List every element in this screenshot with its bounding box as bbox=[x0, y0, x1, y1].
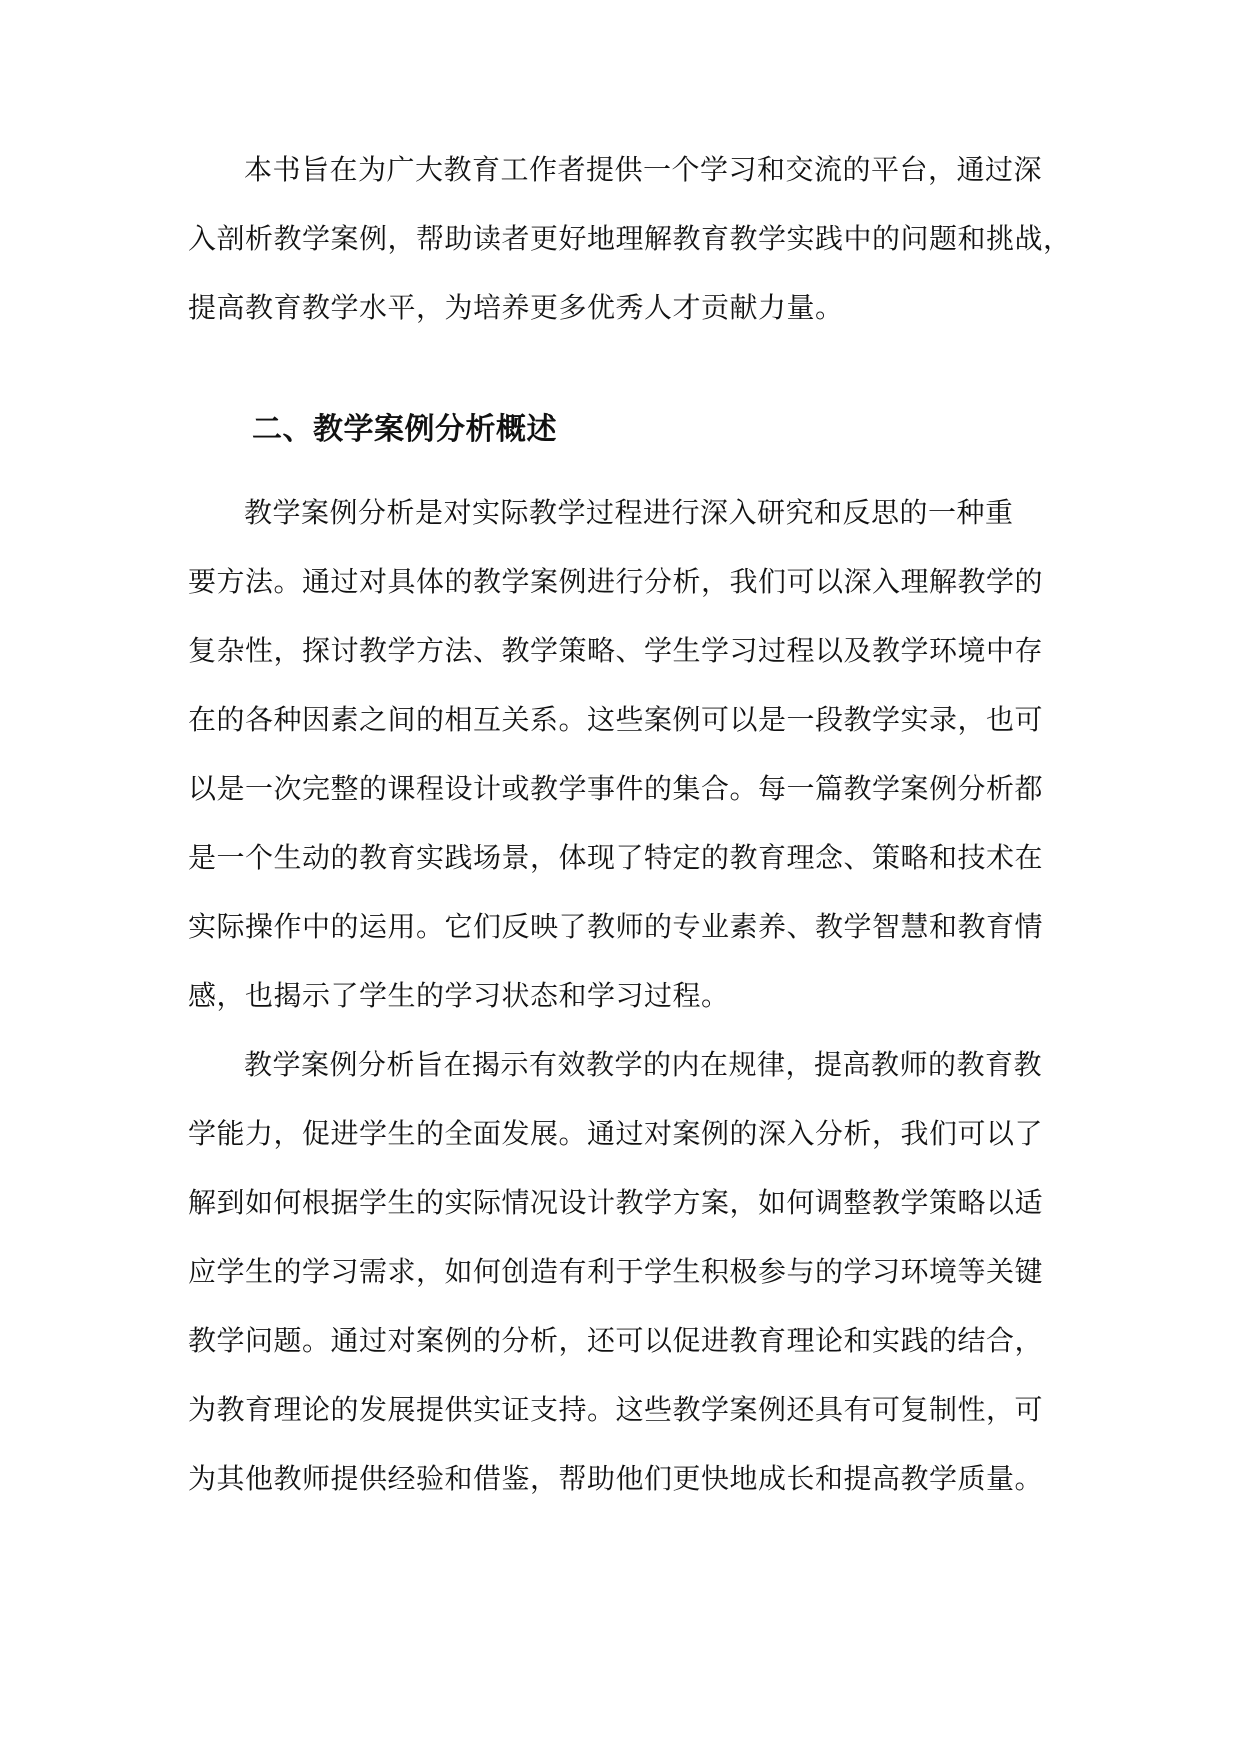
para1-line-7: 实际操作中的运用。它们反映了教师的专业素养、教学智慧和教育情 bbox=[188, 910, 1044, 943]
para2-line-5: 教学问题。通过对案例的分析，还可以促进教育理论和实践的结合， bbox=[188, 1324, 1044, 1357]
para2-line-6: 为教育理论的发展提供实证支持。这些教学案例还具有可复制性，可 bbox=[188, 1393, 1044, 1426]
para1-line-5: 以是一次完整的课程设计或教学事件的集合。每一篇教学案例分析都 bbox=[188, 772, 1044, 805]
para2-line-2: 学能力，促进学生的全面发展。通过对案例的深入分析，我们可以了 bbox=[188, 1117, 1044, 1150]
para1-line-3: 复杂性，探讨教学方法、教学策略、学生学习过程以及教学环境中存 bbox=[188, 634, 1044, 667]
intro-line-3: 提高教育教学水平，为培养更多优秀人才贡献力量。 bbox=[188, 291, 844, 324]
intro-line-2: 入剖析教学案例，帮助读者更好地理解教育教学实践中的问题和挑战， bbox=[188, 222, 1072, 255]
para2-line-4: 应学生的学习需求，如何创造有利于学生积极参与的学习环境等关键 bbox=[188, 1255, 1044, 1288]
para2-line-3: 解到如何根据学生的实际情况设计教学方案，如何调整教学策略以适 bbox=[188, 1186, 1044, 1219]
para1-line-8: 感，也揭示了学生的学习状态和学习过程。 bbox=[188, 979, 730, 1012]
para1-line-4: 在的各种因素之间的相互关系。这些案例可以是一段教学实录，也可 bbox=[188, 703, 1044, 736]
para1-line-6: 是一个生动的教育实践场景，体现了特定的教育理念、策略和技术在 bbox=[188, 841, 1044, 874]
para2-line-7: 为其他教师提供经验和借鉴，帮助他们更快地成长和提高教学质量。 bbox=[188, 1462, 1044, 1495]
para2-line-1: 教学案例分析旨在揭示有效教学的内在规律，提高教师的教育教 bbox=[244, 1048, 1043, 1081]
para1-line-1: 教学案例分析是对实际教学过程进行深入研究和反思的一种重 bbox=[244, 496, 1014, 529]
section-heading: 二、教学案例分析概述 bbox=[252, 412, 557, 447]
intro-line-1: 本书旨在为广大教育工作者提供一个学习和交流的平台，通过深 bbox=[244, 153, 1043, 186]
para1-line-2: 要方法。通过对具体的教学案例进行分析，我们可以深入理解教学的 bbox=[188, 565, 1044, 598]
